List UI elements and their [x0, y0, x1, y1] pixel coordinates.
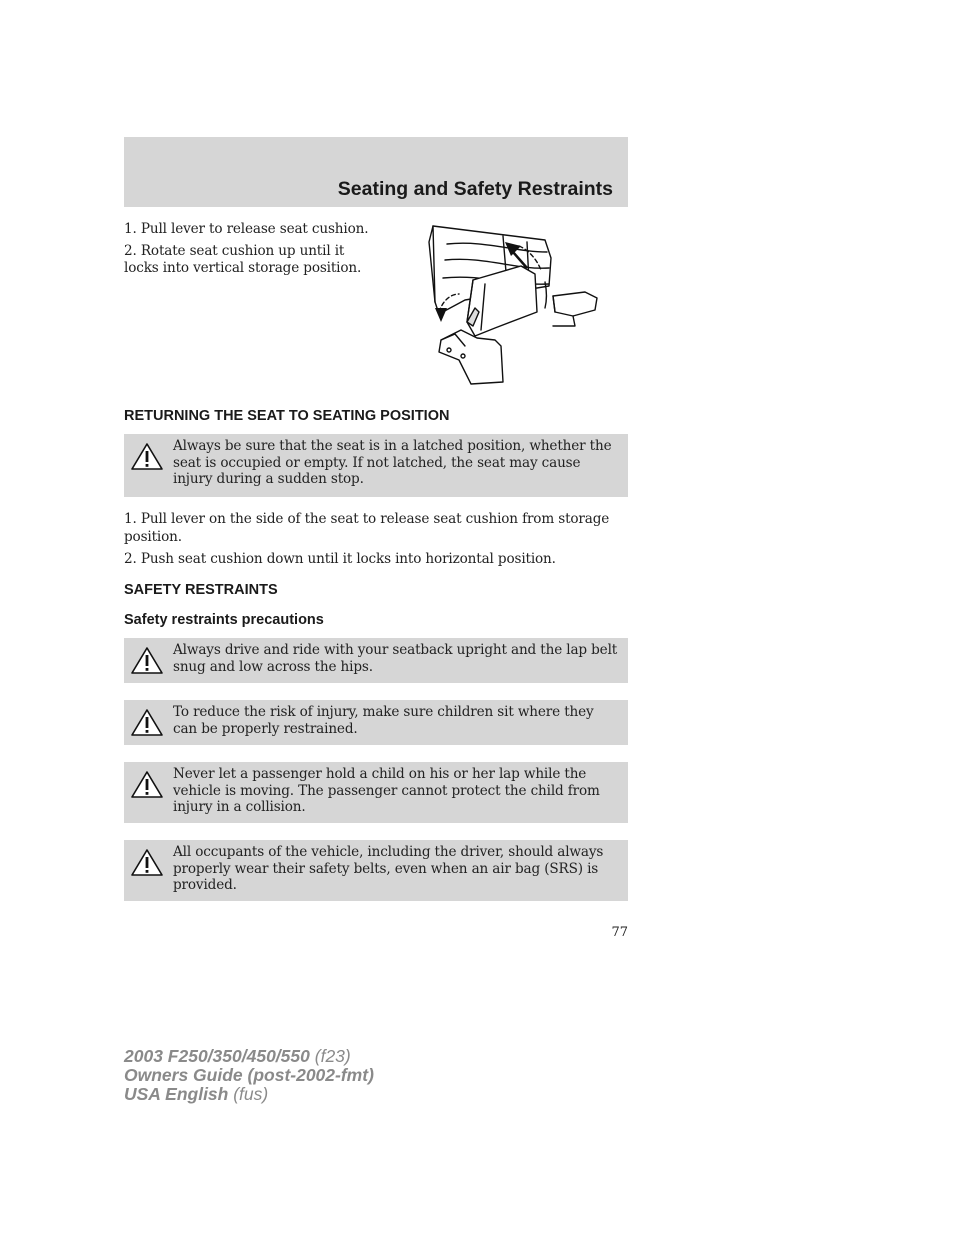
stow-step-2: 2. Rotate seat cushion up until it [124, 243, 345, 259]
warning-box-latched [124, 434, 628, 497]
document-footer [124, 1047, 374, 1104]
return-step-1: 1. Pull lever on the side of the seat to release seat cushion from storage [124, 511, 610, 527]
footer-model-code: (f23) [314, 1046, 351, 1066]
footer-model: 2003 F250/350/450/550 [124, 1046, 310, 1066]
warning-box-lap-child [124, 762, 628, 823]
stow-step-2-cont: locks into vertical storage position. [124, 260, 362, 276]
warning-text: To reduce the risk of injury, make sure children sit where they can be properly restrained. [173, 704, 594, 737]
return-step-1-cont: position. [124, 529, 182, 545]
footer-guide: Owners Guide (post-2002-fmt) [124, 1065, 374, 1085]
section-title: Seating and Safety Restraints [337, 178, 613, 200]
footer-line-1 [124, 1047, 374, 1066]
page-number: 77 [611, 925, 628, 940]
warning-triangle-icon [130, 770, 164, 800]
return-step-2: 2. Push seat cushion down until it locks into horizontal position. [124, 551, 556, 567]
warning-box-children [124, 700, 628, 745]
seat-cushion-stow-illustration [425, 222, 601, 388]
stow-step-1: 1. Pull lever to release seat cushion. [124, 221, 369, 237]
footer-line-3 [124, 1085, 374, 1104]
warning-text: Always drive and ride with your seatback upright and the lap belt snug and low across the hips. [173, 642, 618, 675]
warning-box-all-occupants [124, 840, 628, 901]
warning-box-seatback [124, 638, 628, 683]
warning-triangle-icon [130, 708, 164, 738]
warning-text: Always be sure that the seat is in a latched position, whether the seat is occupied or empty. If not latched, the seat may cause injury during a sudden stop. [173, 438, 612, 487]
warning-triangle-icon [130, 442, 164, 472]
section-header-bar [124, 137, 628, 207]
footer-language: USA English [124, 1084, 229, 1104]
warning-triangle-icon [130, 848, 164, 878]
subheading-precautions: Safety restraints precautions [124, 612, 324, 628]
heading-returning-seat: RETURNING THE SEAT TO SEATING POSITION [124, 408, 450, 424]
warning-triangle-icon [130, 646, 164, 676]
heading-safety-restraints: SAFETY RESTRAINTS [124, 582, 278, 598]
footer-line-2 [124, 1066, 374, 1085]
warning-text: Never let a passenger hold a child on his or her lap while the vehicle is moving. The passenger cannot protect the child from injury in a collision. [173, 766, 600, 815]
warning-text: All occupants of the vehicle, including the driver, should always properly wear their safety belts, even when an air bag (SRS) is provided. [173, 844, 604, 893]
footer-language-code: (fus) [233, 1084, 269, 1104]
